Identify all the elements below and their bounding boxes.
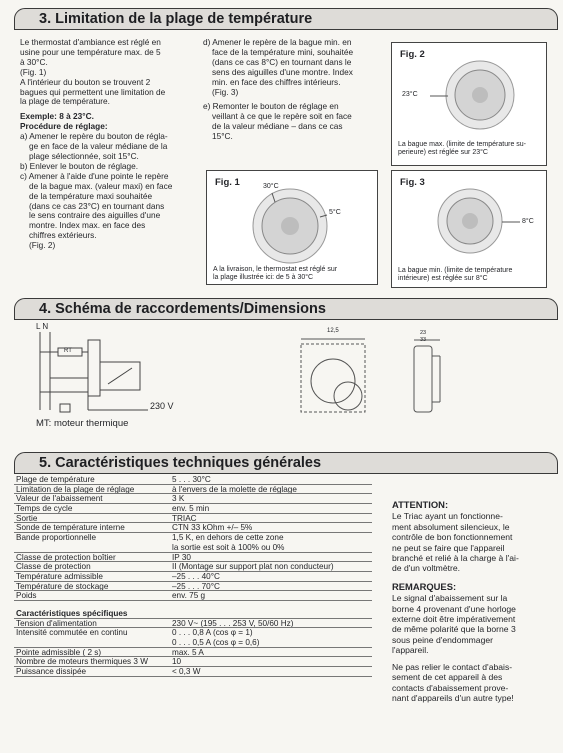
spec-value: 0 . . . 0,8 A (cos φ = 1) xyxy=(172,628,253,638)
spec-value: < 0,3 W xyxy=(172,667,201,676)
figure-3 xyxy=(391,170,547,288)
dimensions-side-view xyxy=(410,336,446,416)
figure-3-caption xyxy=(398,267,542,284)
step-d-line: d) Amener le repère de la bague min. en xyxy=(203,37,352,47)
para2-line: la plage de température. xyxy=(20,96,110,107)
section3-col1 xyxy=(20,38,190,251)
table-row xyxy=(14,514,372,524)
step-c-line: c) Amener à l'aide d'une pointe le repère xyxy=(20,170,169,181)
step-d-line: (Fig. 3) xyxy=(212,86,239,97)
intro-line: à 30°C. xyxy=(20,56,48,67)
table-row xyxy=(14,533,372,543)
caption-line: la plage illustrée ici: de 5 à 30°C xyxy=(213,274,314,282)
spec-value: la sortie est soit à 100% ou 0% xyxy=(172,542,285,552)
spec-value: 5 . . . 30°C xyxy=(172,475,211,484)
spec-value: –25 . . . 70°C xyxy=(172,581,220,591)
intro-line: usine pour une température max. de 5 xyxy=(20,46,161,57)
spec-key: Tension d'alimentation xyxy=(16,618,97,628)
table-row xyxy=(14,553,372,563)
figure-2 xyxy=(391,42,547,166)
table-row xyxy=(14,523,372,533)
table-row xyxy=(14,504,372,514)
step-c-line: de la température maxi souhaitée xyxy=(29,190,153,201)
spec-value: max. 5 A xyxy=(172,647,204,657)
step-c-line: de la bague max. (valeur maxi) en face xyxy=(29,180,173,191)
section4-header: 4. Schéma de raccordements/Dimensions xyxy=(14,298,558,320)
spec-key: Classe de protection boîtier xyxy=(16,552,116,562)
step-e-line: veillant à ce que le repère soit en face xyxy=(212,111,352,122)
table-row xyxy=(14,572,372,582)
remarks2-line: Ne pas relier le contact d'abais- xyxy=(392,661,513,672)
table-row xyxy=(14,485,372,495)
spec-key: Température admissible xyxy=(16,571,103,581)
fig1-label-5: 5°C xyxy=(329,209,341,216)
attention-line: Le Triac ayant un fonctionne- xyxy=(392,511,503,522)
spec-value: CTN 33 kOhm +/– 5% xyxy=(172,523,253,533)
dimensions-front-view xyxy=(298,336,368,416)
notes-box xyxy=(392,500,542,703)
spec-key: Intensité commutée en continu xyxy=(16,628,128,638)
specs-table xyxy=(14,475,372,677)
spec-key: Bande proportionnelle xyxy=(16,533,97,543)
dim-depth-2: 33 xyxy=(420,337,427,343)
table-spacer xyxy=(14,601,372,609)
step-c-line: (Fig. 2) xyxy=(29,240,56,251)
step-c-line: chiffres extérieurs. xyxy=(29,230,97,241)
figure-1-title: Fig. 1 xyxy=(215,177,240,188)
remarks-line: Le signal d'abaissement sur la xyxy=(392,593,508,604)
spec-key: Nombre de moteurs thermiques 3 W xyxy=(16,657,148,667)
spec-key: Poids xyxy=(16,591,37,600)
label-230v: 230 V xyxy=(150,401,174,411)
attention-line: ne peut se faire que l'appareil xyxy=(392,542,505,553)
step-d-line: sens des aiguilles d'une montre. Index xyxy=(212,66,353,77)
dim-width: 12,5 xyxy=(327,328,339,334)
step-d-line: min. en face des chiffres intérieurs. xyxy=(212,76,341,87)
step-b-line: b) Enlever le bouton de réglage. xyxy=(20,160,139,171)
table-row xyxy=(14,582,372,592)
spec-value: 0 . . . 0,5 A (cos φ = 0,6) xyxy=(172,638,260,647)
figure-2-caption xyxy=(398,141,542,158)
spec-value: env. 75 g xyxy=(172,591,206,600)
step-c-line: (dans ce cas 23°C) en tournant dans xyxy=(29,200,165,211)
step-d-line: face de la température mini, souhaitée xyxy=(212,46,354,57)
table-row xyxy=(14,591,372,601)
caption-line: A la livraison, le thermostat est réglé sur xyxy=(213,266,338,273)
caption-line: La bague max. (limite de température su- xyxy=(398,141,527,148)
section5-header: 5. Caractéristiques techniques générales xyxy=(14,452,558,474)
fig3-label-8: 8°C xyxy=(522,218,534,225)
spec-key: Plage de température xyxy=(16,475,95,484)
caption-line: perieure) est réglée sur 23°C xyxy=(398,149,488,157)
attention-line: de d'un voltmètre. xyxy=(392,563,461,574)
spec-key: Température de stockage xyxy=(16,581,109,591)
attention-line: branché et relié à la charge à l'ai- xyxy=(392,553,519,564)
table-row xyxy=(14,494,372,504)
table-row xyxy=(14,475,372,485)
spec-key: Limitation de la plage de réglage xyxy=(16,484,135,494)
spec-key: Puissance dissipée xyxy=(16,667,87,676)
spec-key: Temps de cycle xyxy=(16,504,73,513)
remarks-line: l'appareil. xyxy=(392,645,429,656)
label-rt: RT xyxy=(64,348,72,354)
remarks2-line: sement de cet appareil à des xyxy=(392,672,503,683)
figure-3-title: Fig. 3 xyxy=(400,177,425,188)
label-mt: MT: moteur thermique xyxy=(36,418,129,429)
remarks2-line: nant d'appareils d'un autre type! xyxy=(392,692,514,703)
section3-header: 3. Limitation de la plage de température xyxy=(14,8,558,30)
figure-2-title: Fig. 2 xyxy=(400,49,425,60)
step-c-line: le sens contraire des aiguilles d'une xyxy=(29,210,161,221)
step-a-line: a) Amener le repère du bouton de régla- xyxy=(20,131,168,142)
spec-value: II (Montage sur support plat non conducteur) xyxy=(172,562,334,571)
table-row xyxy=(14,619,372,629)
attention-line: contrôle de bon fonctionnement xyxy=(392,532,513,543)
step-e-line: de la valeur médiane – dans ce cas xyxy=(212,121,343,132)
fig1-label-30: 30°C xyxy=(263,183,279,190)
example-title: Exemple: 8 à 23°C. xyxy=(20,111,94,122)
step-e-line: e) Remonter le bouton de réglage en xyxy=(203,101,339,112)
remarks-title: REMARQUES: xyxy=(392,580,457,592)
section3-col2 xyxy=(203,38,379,142)
para2-line: bagues qui permettent une limitation de xyxy=(20,86,166,97)
spec-value: 3 K xyxy=(172,494,185,504)
remarks2-line: contacts d'abaissement prove- xyxy=(392,682,509,693)
spec-key: Sortie xyxy=(16,513,38,523)
spec-value: IP 30 xyxy=(172,552,191,562)
step-d-line: (dans ce cas 8°C) en tournant dans le xyxy=(212,56,352,67)
attention-line: ment absolument silencieux, le xyxy=(392,521,510,532)
fig2-label-23: 23°C xyxy=(402,91,418,98)
caption-line: intérieure) est réglée sur 8°C xyxy=(398,275,488,283)
procedure-title: Procédure de réglage: xyxy=(20,121,108,132)
intro-line: (Fig. 1) xyxy=(20,66,47,77)
table-row xyxy=(14,657,372,667)
spec-value: env. 5 min xyxy=(172,504,210,513)
spec-key xyxy=(14,543,172,552)
figure-1 xyxy=(206,170,378,285)
specific-title: Caractéristiques spécifiques xyxy=(16,608,128,618)
spec-key: Classe de protection xyxy=(16,562,91,571)
spec-value: 10 xyxy=(172,657,182,667)
table-row xyxy=(14,543,372,553)
label-ln: L N xyxy=(36,322,49,331)
figure-1-caption xyxy=(213,266,373,283)
remarks-line: sous peine d'endommager xyxy=(392,634,494,645)
wiring-diagram xyxy=(28,322,228,427)
spec-value: 230 V~ (195 . . . 253 V, 50/60 Hz) xyxy=(172,618,294,628)
spec-value: TRIAC xyxy=(172,513,197,523)
table-row xyxy=(14,562,372,572)
table-subheader xyxy=(14,609,372,619)
spec-value: 1,5 K, en dehors de cette zone xyxy=(172,533,284,543)
step-e-line: 15°C. xyxy=(212,131,233,142)
spec-key: Pointe admissible ( 2 s) xyxy=(16,647,102,657)
spec-value: à l'envers de la molette de réglage xyxy=(172,484,297,494)
step-c-line: montre. Index max. en face des xyxy=(29,220,146,231)
caption-line: La bague min. (limite de température xyxy=(398,267,513,274)
table-row xyxy=(14,648,372,658)
step-a-line: plage sélectionnée, soit 15°C. xyxy=(29,150,139,161)
spec-key xyxy=(14,638,172,647)
spec-key: Sonde de température interne xyxy=(16,523,125,533)
step-a-line: ge en face de la valeur médiane de la xyxy=(29,141,168,152)
attention-title: ATTENTION: xyxy=(392,499,449,510)
para2-line: A l'intérieur du bouton se trouvent 2 xyxy=(20,76,151,87)
spec-key: Valeur de l'abaissement xyxy=(16,494,103,504)
dim-depth-1: 23 xyxy=(420,330,427,336)
table-row xyxy=(14,628,372,638)
remarks-line: borne 4 provenant d'une horloge xyxy=(392,603,516,614)
remarks-line: externe doit être impérativement xyxy=(392,614,516,625)
table-row xyxy=(14,667,372,677)
table-row xyxy=(14,638,372,648)
intro-line: Le thermostat d'ambiance est réglé en xyxy=(20,37,161,47)
remarks-line: de même polarité que la borne 3 xyxy=(392,624,516,635)
spec-value: –25 . . . 40°C xyxy=(172,571,220,581)
